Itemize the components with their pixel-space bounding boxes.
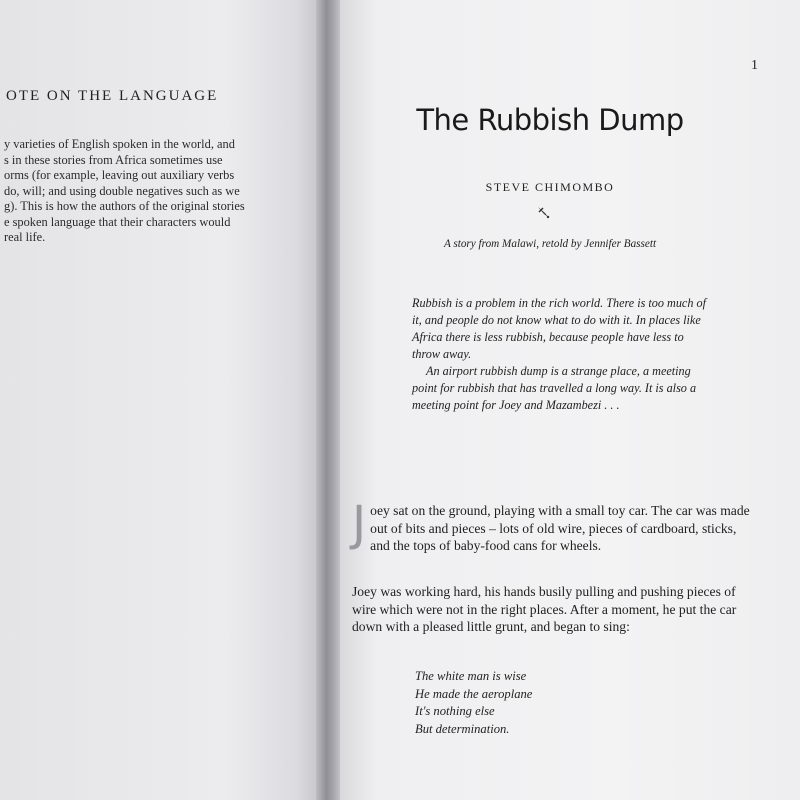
note-line: real life. [4, 230, 46, 244]
note-line: e spoken language that their characters would [4, 214, 231, 229]
song-verse [415, 668, 635, 738]
song-line: He made the aeroplane [415, 686, 533, 701]
intro-paragraph: An airport rubbish dump is a strange place, a meeting point for rubbish that has travelled a long way. It is also a meeting point for Joey and Mazambezi . . . [412, 364, 697, 412]
drop-cap: J [352, 496, 367, 552]
story-paragraph-2: Joey was working hard, his hands busily pulling and pushing pieces of wire which were not in the right places. After a moment, he put the car down with a pleased little grunt, and began to sing: [352, 584, 737, 635]
note-line: do, will; and using double negatives such as we [4, 183, 240, 198]
author-name: STEVE CHIMOMBO [485, 180, 615, 194]
page-number: 1 [751, 58, 758, 73]
paragraph-text: oey sat on the ground, playing with a small toy car. The car was made out of bits and pieces – lots of old wire, pieces of cardboard, sticks, and the tops of baby-food cans for wheels. [370, 503, 750, 554]
note-line: g). This is how the authors of the original stories [4, 199, 245, 213]
story-title: The Rubbish Dump [416, 103, 684, 137]
note-line: y varieties of English spoken in the world, and [4, 137, 235, 151]
song-line: But determination. [415, 721, 510, 736]
note-line: orms (for example, leaving out auxiliary verbs [4, 168, 235, 182]
dagger-ornament-icon [536, 205, 550, 219]
note-body [4, 137, 296, 246]
left-page [0, 0, 322, 800]
story-paragraph-1 [352, 496, 752, 555]
right-page [340, 0, 800, 800]
intro-paragraph: Rubbish is a problem in the rich world. There is too much of it, and people do not know what to do with it. In places like Africa there is less rubbish, because people have less to throw away. [412, 296, 706, 361]
note-heading: OTE ON THE LANGUAGE [6, 88, 219, 104]
note-line: s in these stories from Africa sometimes use [4, 152, 223, 167]
song-line: It's nothing else [415, 704, 495, 719]
intro-text [412, 295, 712, 414]
song-line: The white man is wise [415, 669, 527, 683]
retold-credit: A story from Malawi, retold by Jennifer Bassett [443, 238, 657, 250]
